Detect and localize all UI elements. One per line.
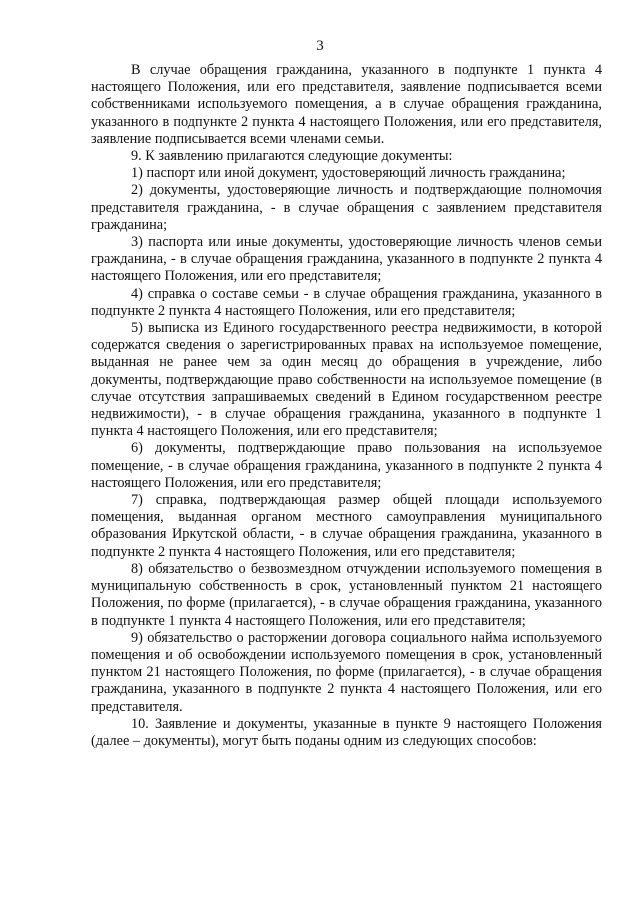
paragraph-subitem-6: 6) документы, подтверждающие право пользования на используемое помещение, - в случае обращения гражданина, указанного в подпункте 2 пункта 4 настоящего Положения, или его представителя; [91,440,602,491]
paragraph-subitem-3: 3) паспорта или иные документы, удостоверяющие личность членов семьи гражданина, - в случае обращения гражданина, указанного в подпункте 2 пункта 4 настоящего Положения, или его представителя; [91,234,602,285]
paragraph-subitem-7: 7) справка, подтверждающая размер общей площади используемого помещения, выданная органом местного самоуправления муниципального образования Иркутской области, - в случае обращения гражданина, указанного в подпункте 2 пункта 4 настоящего Положения, или его представителя; [91,492,602,560]
paragraph-subitem-2: 2) документы, удостоверяющие личность и подтверждающие полномочия представителя гражданина, - в случае обращения с заявлением представителя гражданина; [91,182,602,233]
paragraph-item-10: 10. Заявление и документы, указанные в пункте 9 настоящего Положения (далее – документы), могут быть поданы одним из следующих способов: [91,715,602,749]
paragraph-subitem-1: 1) паспорт или иной документ, удостоверяющий личность гражданина; [131,165,566,182]
paragraph-item-9-heading: 9. К заявлению прилагаются следующие документы: [131,148,453,165]
paragraph-subitem-9: 9) обязательство о расторжении договора социального найма используемого помещения и об освобождении используемого помещения в срок, установленный пунктом 21 настоящего Положения, по форме (прилагается), - в случае обращения гражданина, указанного в подпункте 2 пункта 4 настоящего Положения, или его представителя. [91,629,602,715]
paragraph-subitem-8: 8) обязательство о безвозмездном отчуждении используемого помещения в муниципальную собственность в срок, установленный пунктом 21 настоящего Положения, по форме (прилагается), - в случае обращения гражданина, указанного в подпункте 1 пункта 4 настоящего Положения, или его представителя; [91,560,602,629]
page-number: 3 [316,38,324,54]
paragraph-subitem-4: 4) справка о составе семьи - в случае обращения гражданина, указанного в подпункте 2 пункта 4 настоящего Положения, или его представителя; [91,285,602,319]
paragraph-subitem-5: 5) выписка из Единого государственного реестра недвижимости, в которой содержатся сведения о зарегистрированных правах на используемое помещение, выданная не ранее чем за один месяц до обращения в учреждение, либо документы, подтверждающие право собственности на используемое помещение (в случае отсутствия запрашиваемых сведений в Едином государственном реестре недвижимости), - в случае обращения гражданина, указанного в подпункте 1 пункта 4 настоящего Положения, или его представителя; [91,320,602,440]
document-body [91,62,602,750]
paragraph-signature-requirements: В случае обращения гражданина, указанного в подпункте 1 пункта 4 настоящего Положения, или его представителя, заявление подписывается всеми собственниками используемого помещения, а в случае обращения гражданина, указанного в подпункте 2 пункта 4 настоящего Положения, или его представителя, заявление подписывается всеми членами семьи. [91,62,602,147]
